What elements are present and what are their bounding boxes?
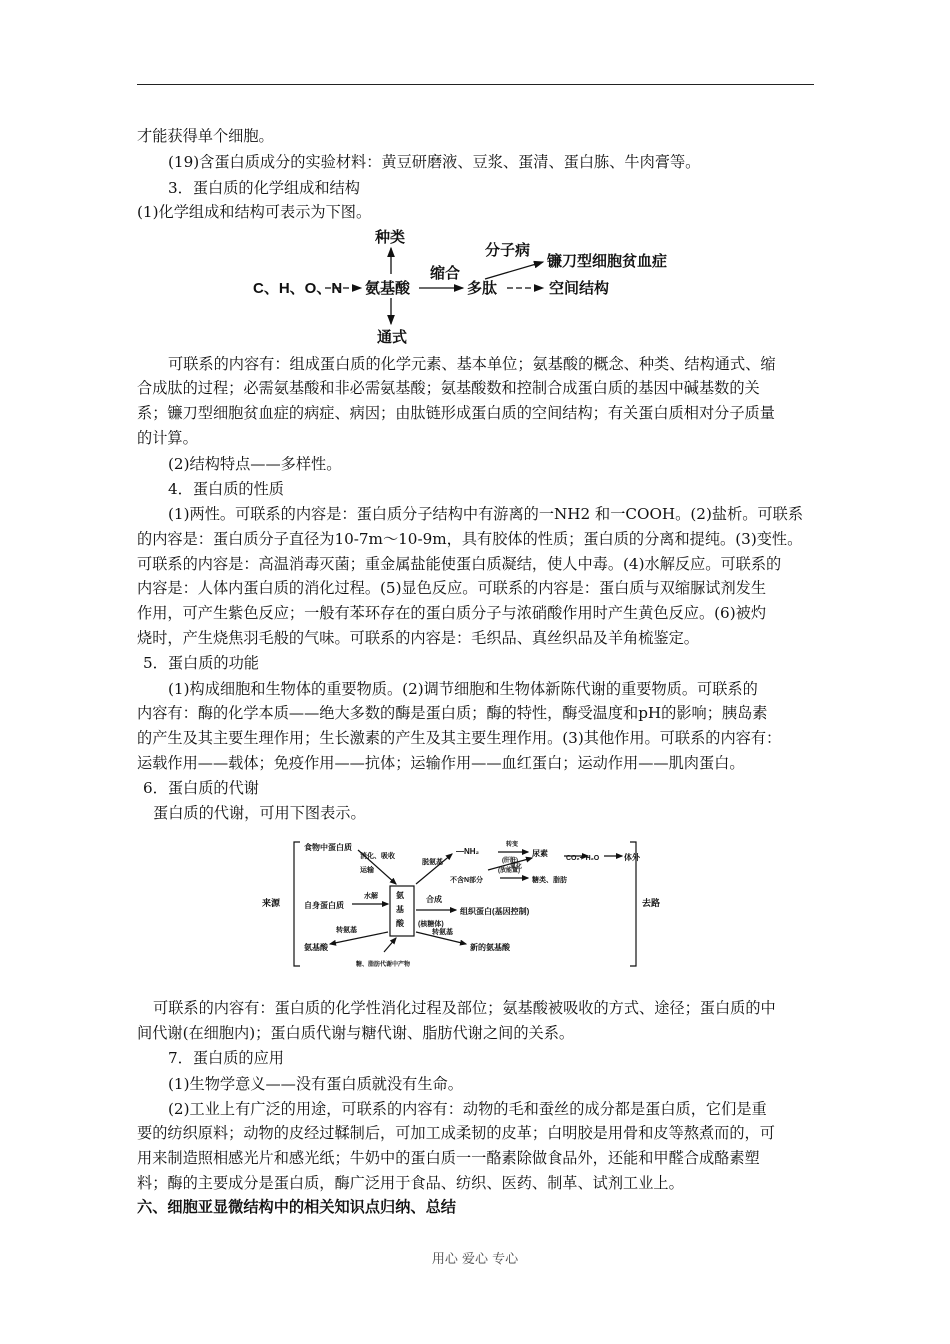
urea: 尿素 [532, 849, 548, 858]
text-line: 料；酶的主要成分是蛋白质，酶广泛用于食品、纺织、医药、制革、试剂工业上。 [137, 1174, 684, 1192]
self-protein: 自身蛋白质 [304, 901, 344, 910]
text-line: 作用，可产生紫色反应；一般有苯环存在的蛋白质分子与浓硝酸作用时产生黄色反应。(6)被灼 [137, 604, 767, 622]
amino-acid-in-box-2: 基 [396, 905, 404, 914]
nh2: —NH₂ [456, 847, 480, 856]
sugar-fat: 糖类、脂肪 [532, 877, 567, 884]
sugar-fat-intermediate: 糖、脂肪代谢中产物 [356, 962, 411, 968]
section-heading: 5．蛋白质的功能 [143, 654, 259, 672]
release-energy: (放能量) [498, 868, 520, 874]
diagram-molecular-disease: 分子病 [485, 242, 531, 259]
amino-acid-in-box-1: 氨 [396, 891, 404, 900]
digest-absorb: 消化、吸收 [360, 853, 395, 860]
text-line: 可联系的内容是：高温消毒灭菌；重金属盐能使蛋白质凝结，使人中毒。(4)水解反应。可联系的 [137, 555, 782, 573]
transport: 运输 [360, 867, 374, 874]
text-line: 的产生及其主要生理作用；生长激素的产生及其主要生理作用。(3)其他作用。可联系的内容有： [137, 729, 782, 747]
diagram-polypeptide: 多肽 [467, 280, 498, 297]
diagram-condensation: 缩合 [430, 265, 461, 282]
arrow [384, 938, 396, 952]
destination-label: 去路 [642, 898, 660, 908]
text-line: 内容是：人体内蛋白质的消化过程。(5)显色反应。可联系的内容是：蛋白质与双缩脲试剂发生 [137, 579, 767, 597]
source-bracket [294, 842, 300, 966]
diagram-amino-acid: 氨基酸 [365, 280, 411, 297]
non-n-part: 不含N部分 [450, 877, 484, 884]
arrow [485, 262, 543, 279]
food-protein: 食物中蛋白质 [304, 843, 352, 852]
text-line: 间代谢(在细胞内)；蛋白质代谢与糖代谢、脂肪代谢之间的关系。 [137, 1024, 575, 1042]
synthesize: 合成 [426, 895, 442, 904]
liver: (肝脏) [502, 858, 518, 864]
section-heading: 7．蛋白质的应用 [168, 1049, 284, 1067]
diagram-spatial-structure: 空间结构 [549, 280, 610, 297]
text-line: (1)化学组成和结构可表示为下图。 [137, 203, 372, 221]
diagram-kinds: 种类 [375, 229, 406, 246]
text-line: 才能获得单个细胞。 [137, 127, 274, 145]
text-line: 的内容是：蛋白质分子直径为10-7m～10-9m，具有胶体的性质；蛋白质的分离和提纯。(3)变性。 [137, 530, 803, 548]
text-line: 运载作用——载体；免疫作用——抗体；运输作用——血红蛋白；运动作用——肌肉蛋白。 [137, 754, 745, 772]
tissue-protein: 组织蛋白(基因控制) [460, 907, 530, 916]
text-line: (1)构成细胞和生物体的重要物质。(2)调节细胞和生物体新陈代谢的重要物质。可联系的 [168, 680, 758, 698]
text-line: 合成肽的过程；必需氨基酸和非必需氨基酸；氨基酸数和控制合成蛋白质的基因中碱基数的关 [137, 379, 760, 397]
header-rule [137, 84, 814, 85]
text-line: (1)两性。可联系的内容是：蛋白质分子结构中有游离的一NH2 和一COOH。(2)盐析。可联系 [168, 505, 804, 523]
diagram-sickle-cell: 镰刀型细胞贫血症 [547, 253, 668, 270]
oxidize: 氧化 [510, 864, 523, 870]
protein-metabolism-diagram [260, 836, 660, 972]
protein-structure-diagram [245, 224, 715, 354]
transamination-left: 转氨基 [336, 927, 357, 934]
text-line: 系；镰刀型细胞贫血症的病症、病因；由肽链形成蛋白质的空间结构；有关蛋白质相对分子质量 [137, 404, 775, 422]
new-amino-acid: 新的氨基酸 [470, 943, 510, 952]
text-line: (1)生物学意义——没有蛋白质就没有生命。 [168, 1075, 463, 1093]
text-line: 内容有：酶的化学本质——绝大多数的酶是蛋白质；酶的特性，酶受温度和pH的影响；胰岛素 [137, 704, 768, 722]
convert: 转变 [506, 842, 519, 848]
section-heading: 4．蛋白质的性质 [168, 480, 284, 498]
ribosome: (核糖体) [418, 921, 444, 928]
amino-acid-small: 氨基酸 [304, 943, 328, 952]
deamination: 脱氨基 [422, 859, 443, 866]
chapter-heading: 六、细胞亚显微结构中的相关知识点归纳、总结 [137, 1199, 456, 1216]
section-heading: 6．蛋白质的代谢 [143, 779, 259, 797]
page-footer: 用心 爱心 专心 [431, 1252, 519, 1267]
out-body: 体外 [624, 853, 640, 862]
section-heading: 3．蛋白质的化学组成和结构 [168, 179, 360, 197]
text-line: 可联系的内容有：蛋白质的化学性消化过程及部位；氨基酸被吸收的方式、途径；蛋白质的中 [153, 999, 776, 1017]
text-line: 用来制造照相感光片和感光纸；牛奶中的蛋白质一一酪素除做食品外，还能和甲醛合成酪素塑 [137, 1149, 760, 1167]
text-line: (19)含蛋白质成分的实验材料：黄豆研磨液、豆浆、蛋清、蛋白胨、牛肉膏等。 [168, 153, 701, 171]
text-line: 可联系的内容有：组成蛋白质的化学元素、基本单位；氨基酸的概念、种类、结构通式、缩 [168, 355, 776, 373]
source-label: 来源 [262, 898, 281, 908]
text-line: 蛋白质的代谢，可用下图表示。 [153, 804, 366, 822]
diagram-general-formula: 通式 [377, 329, 408, 346]
text-line: 烧时，产生烧焦羽毛般的气味。可联系的内容是：毛织品、真丝织品及羊角梳鉴定。 [137, 629, 699, 647]
text-line: 要的纺织原料；动物的皮经过鞣制后，可加工成柔韧的皮革；白明胶是用骨和皮等熬煮而的，可 [137, 1124, 775, 1142]
diagram-elements: C、H、O、N [253, 280, 343, 297]
amino-acid-in-box-3: 酸 [396, 919, 404, 928]
hydrolysis: 水解 [364, 893, 378, 900]
text-line: 的计算。 [137, 429, 198, 447]
text-line: (2)结构特点——多样性。 [168, 455, 342, 473]
co2-h2o: CO₂+ H₂O [566, 855, 600, 862]
text-line: (2)工业上有广泛的用途，可联系的内容有：动物的毛和蚕丝的成分都是蛋白质，它们是重 [168, 1100, 767, 1118]
transamination-right: 转氨基 [432, 929, 453, 936]
